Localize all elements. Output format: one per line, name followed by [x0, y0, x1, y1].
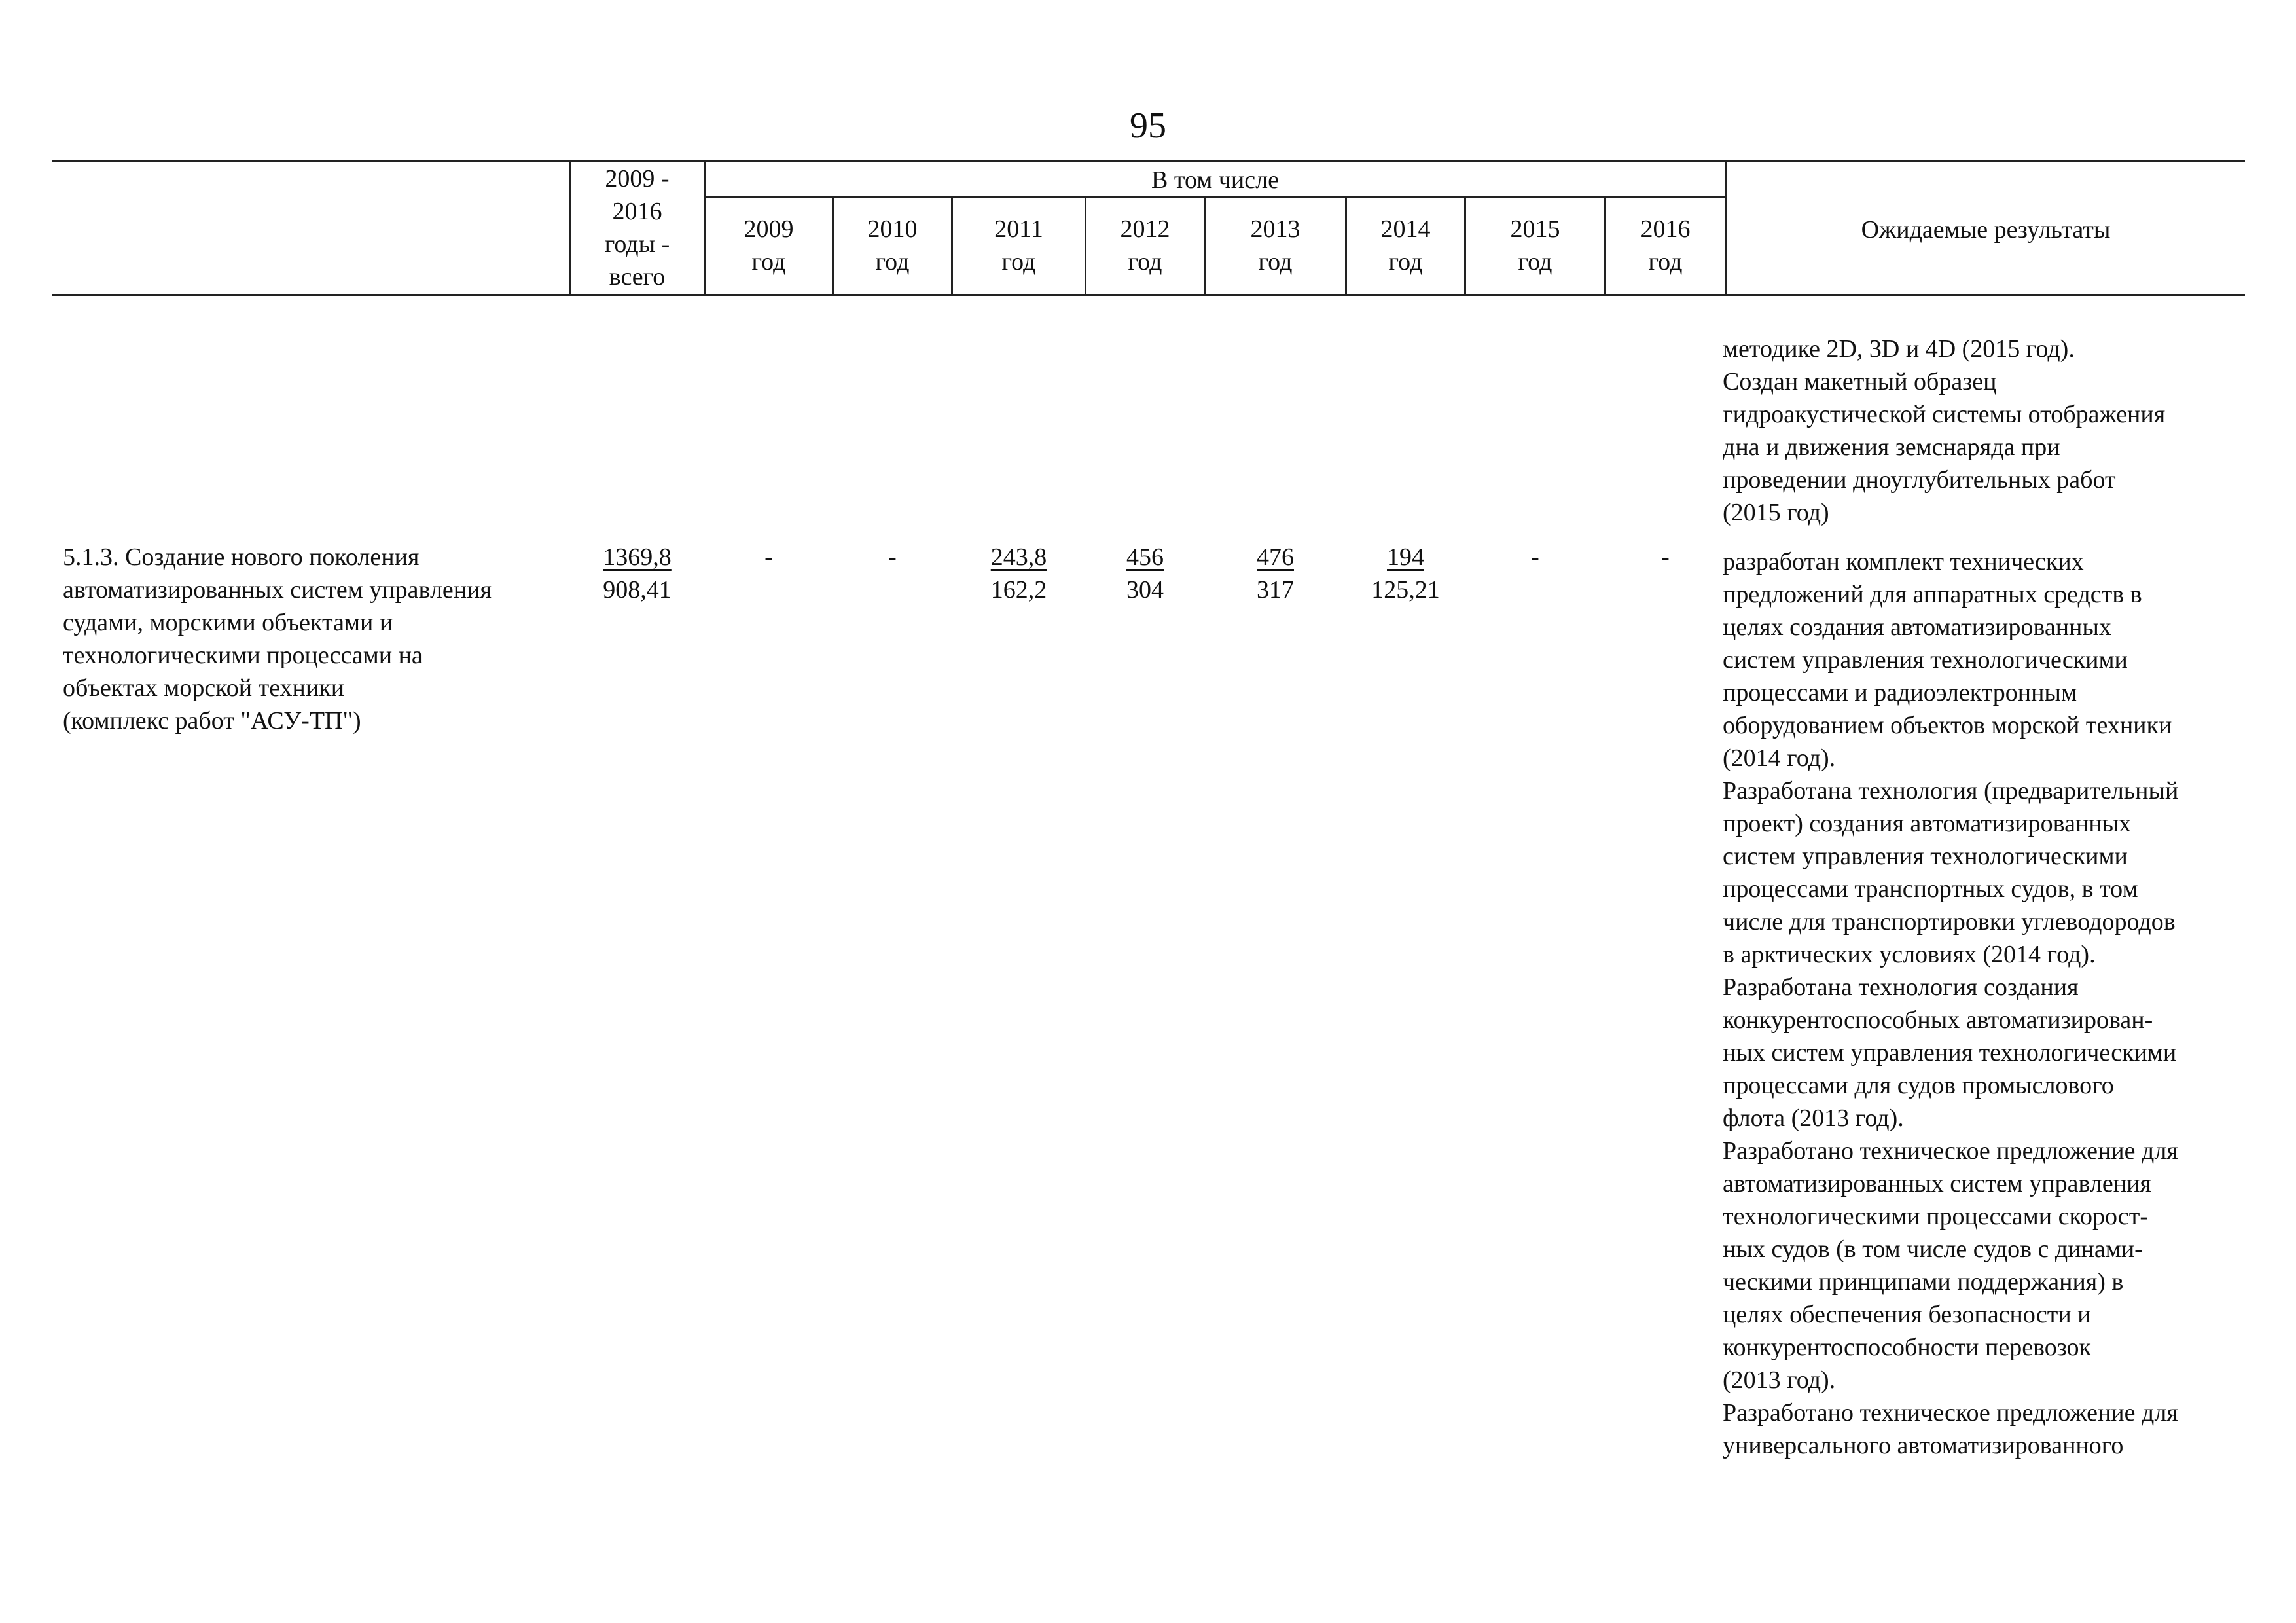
header-year-2013: [1206, 213, 1345, 278]
value-2011: [953, 541, 1085, 606]
results-line: конкурентоспособных автоматизирован-: [1723, 1006, 2153, 1034]
header-year-2015: [1466, 213, 1604, 278]
row-title-line: (комплекс работ "АСУ-ТП"): [63, 707, 361, 735]
year-unit: год: [875, 248, 910, 276]
row-title-line: 5.1.3. Создание нового поколения: [63, 543, 420, 571]
year-label: 2015: [1510, 215, 1560, 243]
total-value: [571, 541, 704, 606]
value-2010: -: [888, 543, 897, 571]
year-label: 2012: [1120, 215, 1170, 243]
year-unit: год: [1258, 248, 1293, 276]
year-unit: год: [1128, 248, 1162, 276]
results-line: проведении дноуглубительных работ: [1723, 466, 2116, 494]
results-line: Разработана технология (предварительный: [1723, 777, 2179, 805]
total-bottom: 908,41: [603, 576, 672, 604]
year-unit: год: [1001, 248, 1036, 276]
results-line: (2013 год).: [1723, 1366, 1836, 1394]
year-label: 2010: [867, 215, 918, 243]
header-results-label: Ожидаемые результаты: [1861, 216, 2111, 244]
results-line: автоматизированных систем управления: [1723, 1170, 2151, 1197]
page-number: 95: [1130, 105, 1166, 146]
continued-results: [1723, 333, 2286, 529]
results-line: флота (2013 год).: [1723, 1104, 1904, 1132]
results-line: систем управления технологическими: [1723, 843, 2128, 870]
value-bottom: 125,21: [1371, 576, 1440, 604]
results-line: Разработано техническое предложение для: [1723, 1399, 2178, 1427]
results-line: разработан комплект технических: [1723, 548, 2084, 575]
header-total-line: годы -: [604, 230, 670, 258]
year-label: 2009: [744, 215, 794, 243]
header-total-line: 2009 -: [605, 165, 670, 192]
value-top: 243,8: [990, 543, 1047, 571]
results-line: процессами для судов промыслового: [1723, 1072, 2114, 1099]
header-year-2016: [1606, 213, 1725, 278]
header-total-column: [571, 162, 704, 293]
results-line: дна и движения земснаряда при: [1723, 433, 2060, 461]
value-2014: [1347, 541, 1464, 606]
results-line: универсального автоматизированного: [1723, 1432, 2124, 1459]
results-line: гидроакустической системы отображения: [1723, 401, 2166, 428]
value-2012: [1086, 541, 1204, 606]
value-2016: -: [1661, 543, 1670, 571]
results-line: Создан макетный образец: [1723, 368, 1997, 395]
row-title-line: технологическими процессами на: [63, 642, 423, 669]
value-2013: [1206, 541, 1345, 606]
row-title-line: судами, морскими объектами и: [63, 609, 393, 636]
year-label: 2013: [1250, 215, 1300, 243]
results-line: ных систем управления технологическими: [1723, 1039, 2177, 1067]
results-line: (2014 год).: [1723, 744, 1836, 772]
results-line: конкурентоспособности перевозок: [1723, 1334, 2091, 1361]
value-bottom: 304: [1126, 576, 1164, 604]
year-label: 2016: [1640, 215, 1691, 243]
results-line: ческими принципами поддержания) в: [1723, 1268, 2124, 1296]
header-year-2009: [706, 213, 832, 278]
header-year-2012: [1086, 213, 1204, 278]
header-year-2010: [834, 213, 951, 278]
year-unit: год: [1388, 248, 1423, 276]
results-line: систем управления технологическими: [1723, 646, 2128, 674]
header-year-2011: [953, 213, 1085, 278]
header-year-2014: [1347, 213, 1464, 278]
results-line: в арктических условиях (2014 год).: [1723, 941, 2096, 968]
results-line: предложений для аппаратных средств в: [1723, 581, 2142, 608]
results-line: целях создания автоматизированных: [1723, 613, 2111, 641]
results-line: числе для транспортировки углеводородов: [1723, 908, 2176, 936]
value-top: 476: [1257, 543, 1294, 571]
header-total-line: всего: [609, 263, 666, 291]
value-bottom: 317: [1257, 576, 1294, 604]
header-total-line: 2016: [612, 198, 662, 225]
year-unit: год: [751, 248, 786, 276]
value-2009: -: [764, 543, 773, 571]
total-top: 1369,8: [603, 543, 672, 571]
year-label: 2014: [1380, 215, 1431, 243]
row-title-line: объектах морской техники: [63, 674, 345, 702]
year-label: 2011: [994, 215, 1043, 243]
results-line: методике 2D, 3D и 4D (2015 год).: [1723, 335, 2075, 363]
row-results: [1723, 545, 2286, 1462]
results-line: технологическими процессами скорост-: [1723, 1203, 2149, 1230]
header-bottom-rule: [52, 294, 2245, 296]
results-line: Разработана технология создания: [1723, 974, 2079, 1001]
results-line: проект) создания автоматизированных: [1723, 810, 2132, 837]
results-line: процессами транспортных судов, в том: [1723, 875, 2138, 903]
row-title-line: автоматизированных систем управления: [63, 576, 492, 604]
header-group-label: В том числе: [1151, 166, 1279, 194]
results-line: процессами и радиоэлектронным: [1723, 679, 2077, 706]
results-line: Разработано техническое предложение для: [1723, 1137, 2178, 1165]
header-top-rule: [52, 160, 2245, 162]
value-top: 456: [1126, 543, 1164, 571]
results-line: ных судов (в том числе судов с динами-: [1723, 1235, 2143, 1263]
value-top: 194: [1387, 543, 1424, 571]
value-bottom: 162,2: [990, 576, 1047, 604]
row-title: [63, 541, 492, 737]
results-line: (2015 год): [1723, 499, 1829, 526]
year-unit: год: [1648, 248, 1683, 276]
results-line: оборудованием объектов морской техники: [1723, 712, 2172, 739]
header-subgroup-rule: [704, 196, 1725, 198]
results-line: целях обеспечения безопасности и: [1723, 1301, 2091, 1328]
year-unit: год: [1518, 248, 1552, 276]
value-2015: -: [1531, 543, 1539, 571]
